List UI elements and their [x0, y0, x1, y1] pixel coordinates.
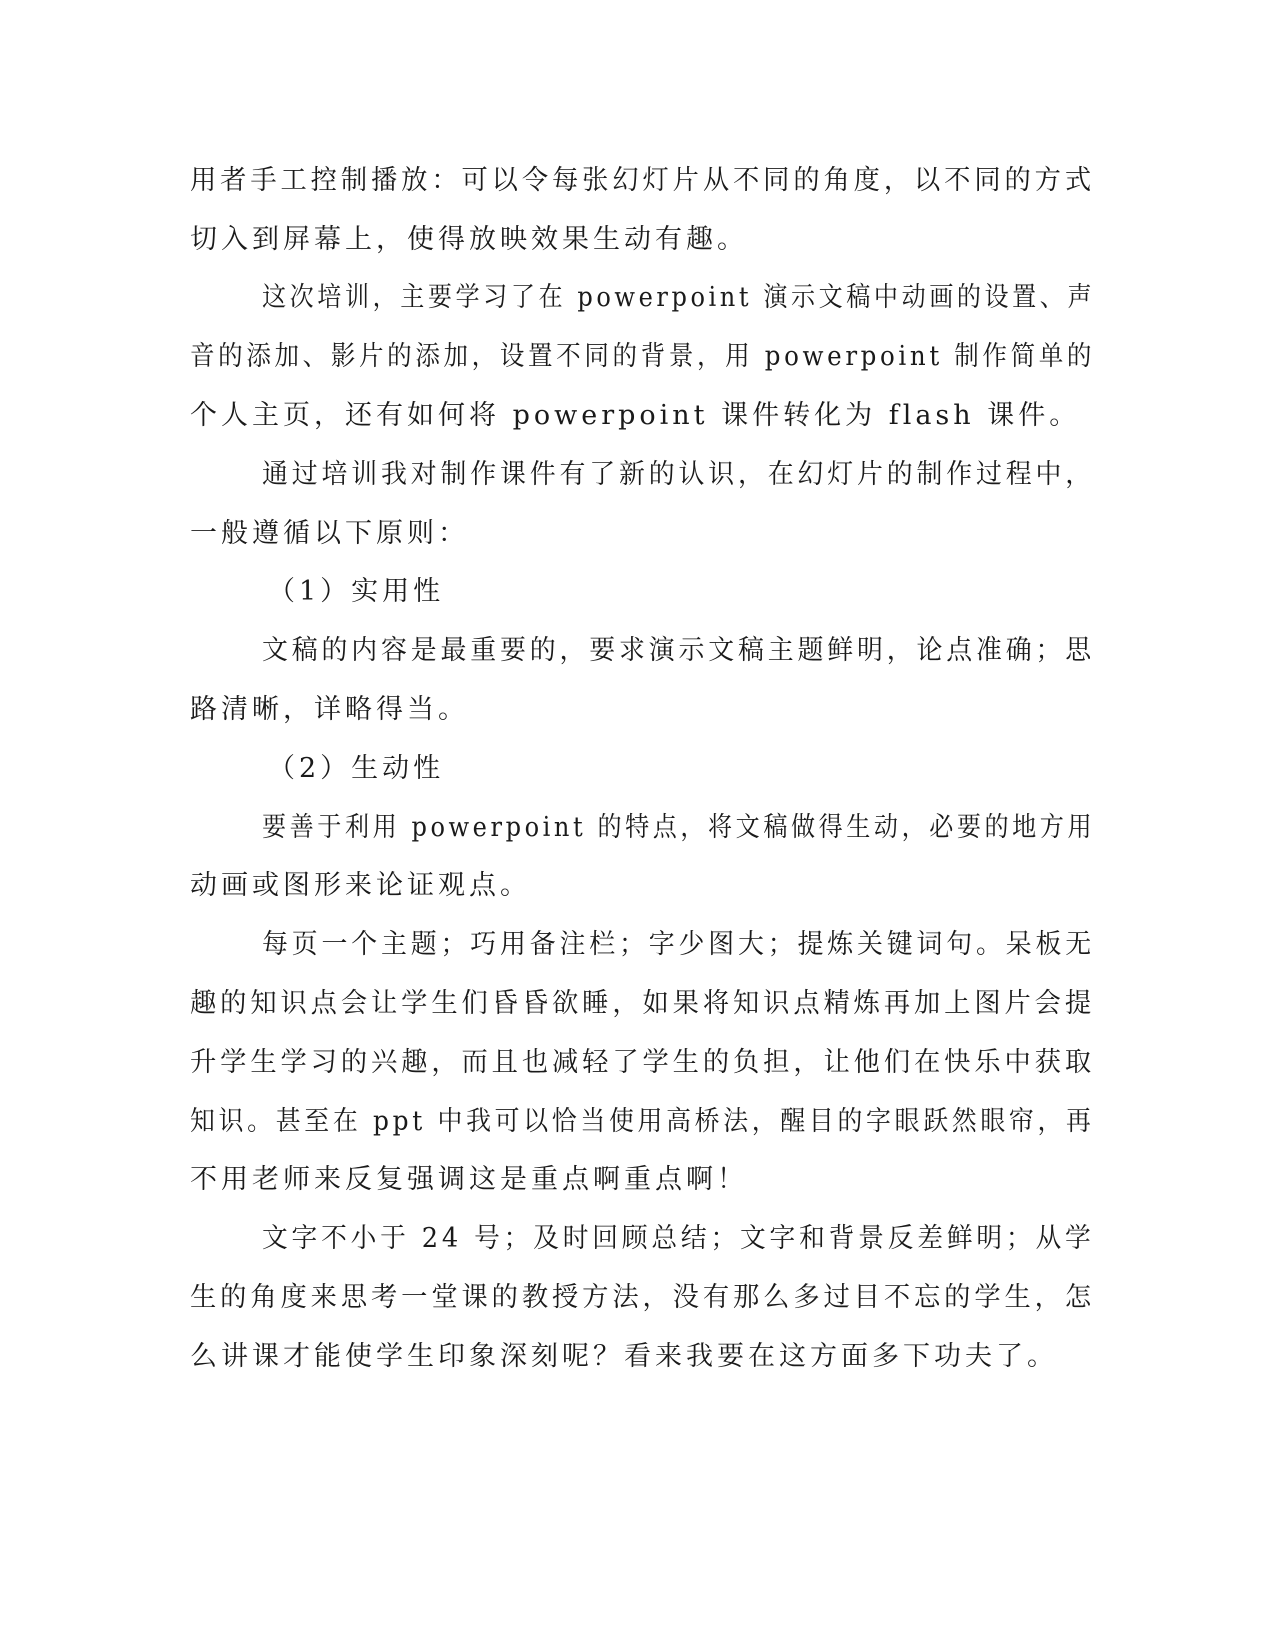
- text-line: 趣的知识点会让学生们昏昏欲睡，如果将知识点精炼再加上图片会提: [190, 988, 1095, 1019]
- text-line: 升学生学习的兴趣，而且也减轻了学生的负担，让他们在快乐中获取: [190, 1047, 1095, 1078]
- text-line: 切入到屏幕上，使得放映效果生动有趣。: [190, 224, 748, 255]
- section-heading: （2）生动性: [268, 753, 445, 784]
- text-line: 生的角度来思考一堂课的教授方法，没有那么多过目不忘的学生，怎: [190, 1282, 1095, 1313]
- text-line: 知识。甚至在 ppt 中我可以恰当使用高桥法，醒目的字眼跃然眼帘，再: [190, 1106, 1095, 1137]
- paragraph-line: 文字不小于 24 号；及时回顾总结；文字和背景反差鲜明；从学: [262, 1223, 1095, 1254]
- text-line: 用者手工控制播放：可以令每张幻灯片从不同的角度，以不同的方式: [190, 165, 1095, 196]
- paragraph-line: 通过培训我对制作课件有了新的认识，在幻灯片的制作过程中，: [262, 459, 1095, 490]
- paragraph-line: 这次培训，主要学习了在 powerpoint 演示文稿中动画的设置、声: [262, 282, 1096, 313]
- text-line: 个人主页，还有如何将 powerpoint 课件转化为 flash 课件。: [190, 400, 1081, 431]
- paragraph-line: 要善于利用 powerpoint 的特点，将文稿做得生动，必要的地方用: [262, 812, 1096, 843]
- paragraph-line: 文稿的内容是最重要的，要求演示文稿主题鲜明，论点准确；思: [262, 635, 1095, 666]
- section-heading: （1）实用性: [268, 576, 445, 607]
- text-line: 音的添加、影片的添加，设置不同的背景，用 powerpoint 制作简单的: [190, 341, 1096, 372]
- text-line: 不用老师来反复强调这是重点啊重点啊！: [190, 1164, 748, 1195]
- text-line: 路清晰，详略得当。: [190, 694, 469, 725]
- text-line: 一般遵循以下原则：: [190, 518, 469, 549]
- paragraph-line: 每页一个主题；巧用备注栏；字少图大；提炼关键词句。呆板无: [262, 929, 1095, 960]
- text-line: 动画或图形来论证观点。: [190, 870, 531, 901]
- text-line: 么讲课才能使学生印象深刻呢？看来我要在这方面多下功夫了。: [190, 1341, 1058, 1372]
